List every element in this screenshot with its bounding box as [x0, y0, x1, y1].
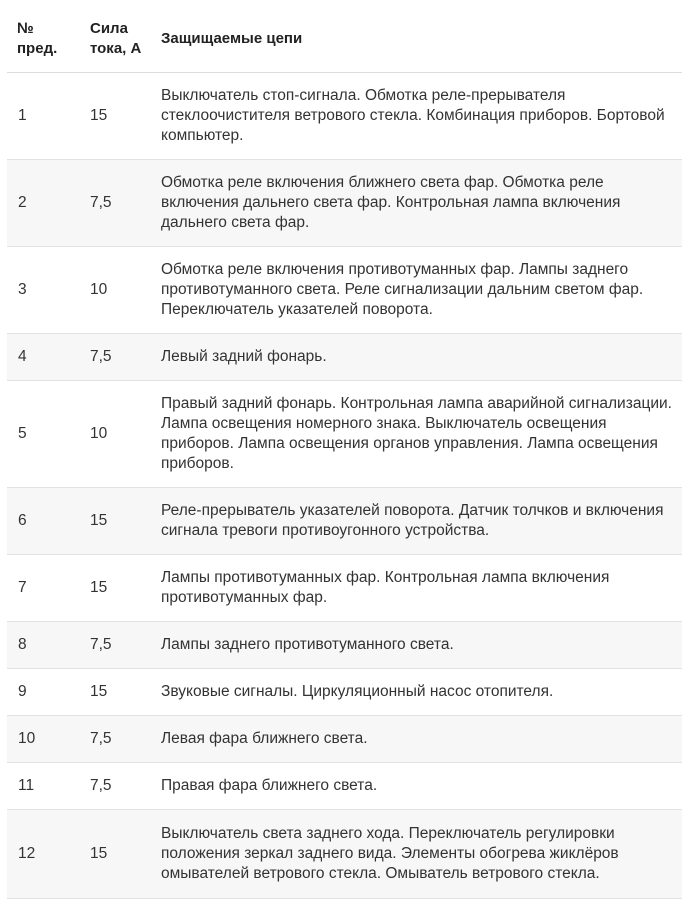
column-header-current: Сила тока, А: [79, 0, 150, 72]
fuse-circuits: Выключатель света заднего хода. Переключатель регулировки положения зеркал заднего вида. Элементы обогрева жиклёров омывателей ветрового стекла. Омыватель ветрового стекла.: [150, 809, 682, 898]
fuse-current: 10: [79, 246, 150, 333]
fuse-circuits: Лампы противотуманных фар. Контрольная лампа включения противотуманных фар.: [150, 554, 682, 621]
fuse-number: 12: [7, 809, 79, 898]
fuse-current: 15: [79, 487, 150, 554]
fuse-current: 7,5: [79, 333, 150, 380]
fuse-current: 15: [79, 554, 150, 621]
header-row: [7, 0, 682, 72]
table-row: [7, 668, 682, 715]
fuse-circuits: Левый задний фонарь.: [150, 333, 682, 380]
table-row: [7, 380, 682, 487]
table-header: [7, 0, 682, 72]
table-row: [7, 159, 682, 246]
column-header-circuits: Защищаемые цепи: [150, 0, 682, 72]
fuse-table: [7, 0, 682, 899]
fuse-number: 2: [7, 159, 79, 246]
fuse-number: 5: [7, 380, 79, 487]
fuse-circuits: Обмотка реле включения противотуманных фар. Лампы заднего противотуманного света. Реле сигнализации дальним светом фар. Переключатель указателей поворота.: [150, 246, 682, 333]
fuse-current: 15: [79, 72, 150, 159]
fuse-circuits: Реле-прерыватель указателей поворота. Датчик толчков и включения сигнала тревоги противоугонного устройства.: [150, 487, 682, 554]
table-row: [7, 487, 682, 554]
fuse-circuits: Правая фара ближнего света.: [150, 762, 682, 809]
fuse-current: 15: [79, 809, 150, 898]
fuse-number: 11: [7, 762, 79, 809]
fuse-circuits: Обмотка реле включения ближнего света фар. Обмотка реле включения дальнего света фар. Контрольная лампа включения дальнего света фар.: [150, 159, 682, 246]
table-row: [7, 809, 682, 898]
table-body: [7, 72, 682, 898]
table-row: [7, 762, 682, 809]
fuse-number: 10: [7, 715, 79, 762]
fuse-number: 7: [7, 554, 79, 621]
fuse-number: 1: [7, 72, 79, 159]
fuse-number: 3: [7, 246, 79, 333]
table-row: [7, 715, 682, 762]
fuse-circuits: Лампы заднего противотуманного света.: [150, 621, 682, 668]
fuse-number: 8: [7, 621, 79, 668]
fuse-circuits: Правый задний фонарь. Контрольная лампа аварийной сигнализации. Лампа освещения номерного знака. Выключатель освещения приборов. Лампа освещения органов управления. Лампа освещения приборов.: [150, 380, 682, 487]
fuse-number: 9: [7, 668, 79, 715]
fuse-circuits: Левая фара ближнего света.: [150, 715, 682, 762]
fuse-current: 7,5: [79, 621, 150, 668]
fuse-current: 10: [79, 380, 150, 487]
table-row: [7, 621, 682, 668]
fuse-current: 15: [79, 668, 150, 715]
fuse-number: 6: [7, 487, 79, 554]
fuse-current: 7,5: [79, 715, 150, 762]
fuse-circuits: Звуковые сигналы. Циркуляционный насос отопителя.: [150, 668, 682, 715]
table-row: [7, 246, 682, 333]
fuse-current: 7,5: [79, 762, 150, 809]
fuse-number: 4: [7, 333, 79, 380]
table-row: [7, 333, 682, 380]
table-row: [7, 72, 682, 159]
fuse-current: 7,5: [79, 159, 150, 246]
fuse-circuits: Выключатель стоп-сигнала. Обмотка реле-прерывателя стеклоочистителя ветрового стекла. Комбинация приборов. Бортовой компьютер.: [150, 72, 682, 159]
column-header-number: № пред.: [7, 0, 79, 72]
table-row: [7, 554, 682, 621]
